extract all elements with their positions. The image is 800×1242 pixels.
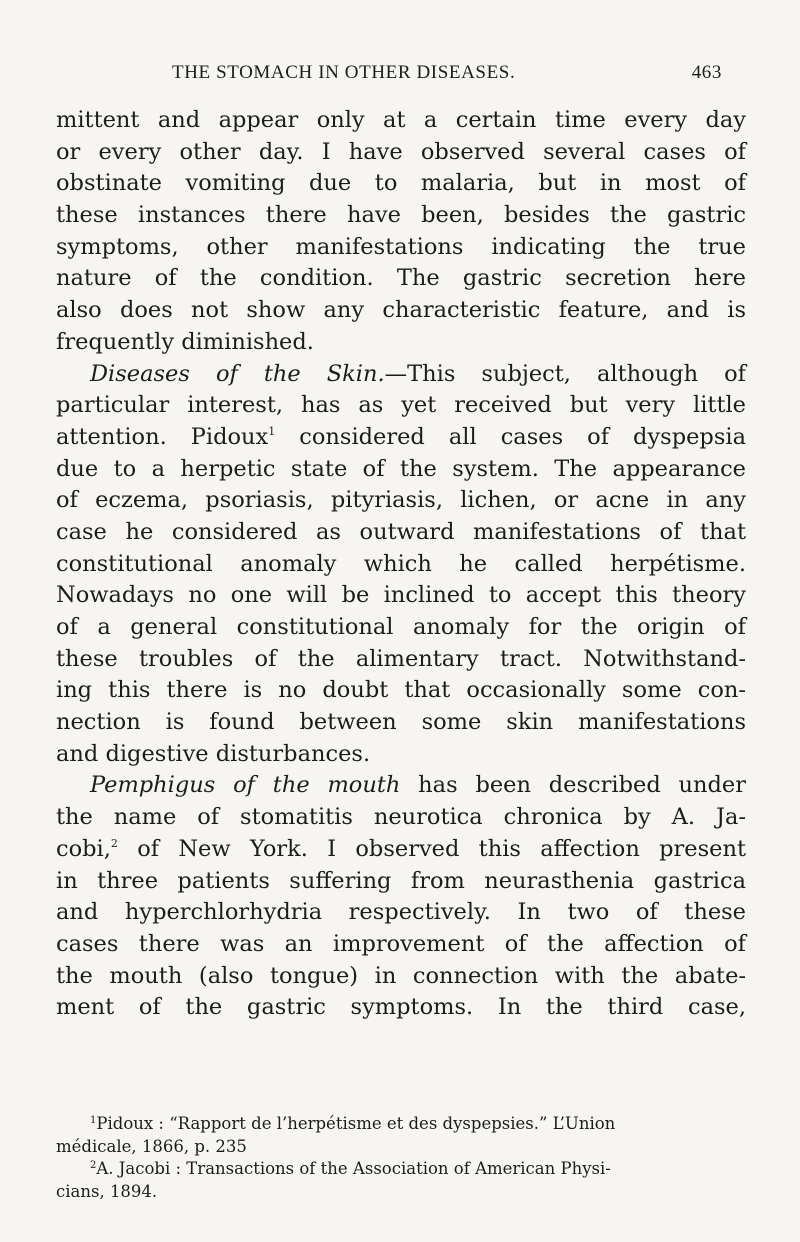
text-line: constitutional anomaly which he called herpétisme. xyxy=(56,550,746,577)
text-fragment: considered all cases of dyspepsia xyxy=(275,423,746,450)
text-line: cases there was an improvement of the affection of xyxy=(56,930,746,957)
footnotes xyxy=(56,1113,746,1203)
text-line: particular interest, has as yet received but very little xyxy=(56,392,746,419)
text-fragment: —This subject, although of xyxy=(384,360,746,387)
footnote-ref-2[interactable]: 2 xyxy=(110,836,118,850)
text-fragment: has been described under xyxy=(400,772,746,799)
text-fragment: cobi, xyxy=(56,835,111,862)
text-line: obstinate vomiting due to malaria, but in most of xyxy=(56,170,746,197)
running-title: THE STOMACH IN OTHER DISEASES. xyxy=(172,62,516,83)
pemphigus-section-first-line xyxy=(56,770,746,802)
text-line: case he considered as outward manifestations of that xyxy=(56,518,746,545)
footnote-text: A. Jacobi : Transactions of the Association of American Physi- xyxy=(96,1159,611,1178)
text-line: nature of the condition. The gastric secretion here xyxy=(56,265,746,292)
text-line: also does not show any characteristic feature, and is xyxy=(56,297,746,324)
skin-section-first-line xyxy=(56,359,746,391)
text-fragment: of New York. I observed this affection present xyxy=(117,835,746,862)
text-line: symptoms, other manifestations indicating the true xyxy=(56,233,746,260)
text-line: ment of the gastric symptoms. In the third case, xyxy=(56,994,746,1021)
text-line: and digestive disturbances. xyxy=(56,740,371,767)
footnote-2-continued: cians, 1894. xyxy=(56,1181,158,1201)
footnote-2 xyxy=(56,1158,746,1181)
text-line: frequently diminished. xyxy=(56,328,314,355)
footnote-marker: 1 xyxy=(90,1115,97,1126)
text-line: of a general constitutional anomaly for the origin of xyxy=(56,614,746,640)
footnote-text: Pidoux : “Rapport de l’herpétisme et des dyspepsies.” L’Union xyxy=(96,1114,616,1133)
footnote-marker: 2 xyxy=(90,1160,97,1171)
page-number: 463 xyxy=(691,62,722,83)
text-line: nection is found between some skin manifestations xyxy=(56,709,746,736)
text-line: in three patients suffering from neurasthenia gastrica xyxy=(56,867,746,894)
footnote-1-continued: médicale, 1866, p. 235 xyxy=(56,1136,247,1156)
text-line: these troubles of the alimentary tract. Notwithstand- xyxy=(56,645,746,672)
text-line: mittent and appear only at a certain time every day xyxy=(56,107,746,133)
body-text xyxy=(56,105,746,1024)
text-line: these instances there have been, besides the gastric xyxy=(56,202,746,229)
text-line: Nowadays no one will be inclined to accept this theory xyxy=(56,582,746,609)
text-line: of eczema, psoriasis, pityriasis, lichen, or acne in any xyxy=(56,487,746,514)
text-line: ing this there is no doubt that occasionally some con- xyxy=(56,677,746,704)
section-heading-skin: Diseases of the Skin. xyxy=(90,360,385,387)
footnote-1 xyxy=(56,1113,746,1136)
footnote-ref-1[interactable]: 1 xyxy=(268,424,276,438)
text-line: and hyperchlorhydria respectively. In two of these xyxy=(56,899,746,926)
running-head xyxy=(82,62,722,90)
text-line: the mouth (also tongue) in connection with the abate- xyxy=(56,962,746,989)
section-heading-pemphigus: Pemphigus of the mouth xyxy=(90,772,401,799)
text-line: due to a herpetic state of the system. The appearance xyxy=(56,455,746,482)
text-line: the name of stomatitis neurotica chronica by A. Ja- xyxy=(56,804,746,831)
text-line: or every other day. I have observed several cases of xyxy=(56,138,746,165)
text-line xyxy=(56,422,746,454)
text-line xyxy=(56,834,746,866)
text-fragment: attention. Pidoux xyxy=(56,423,269,450)
